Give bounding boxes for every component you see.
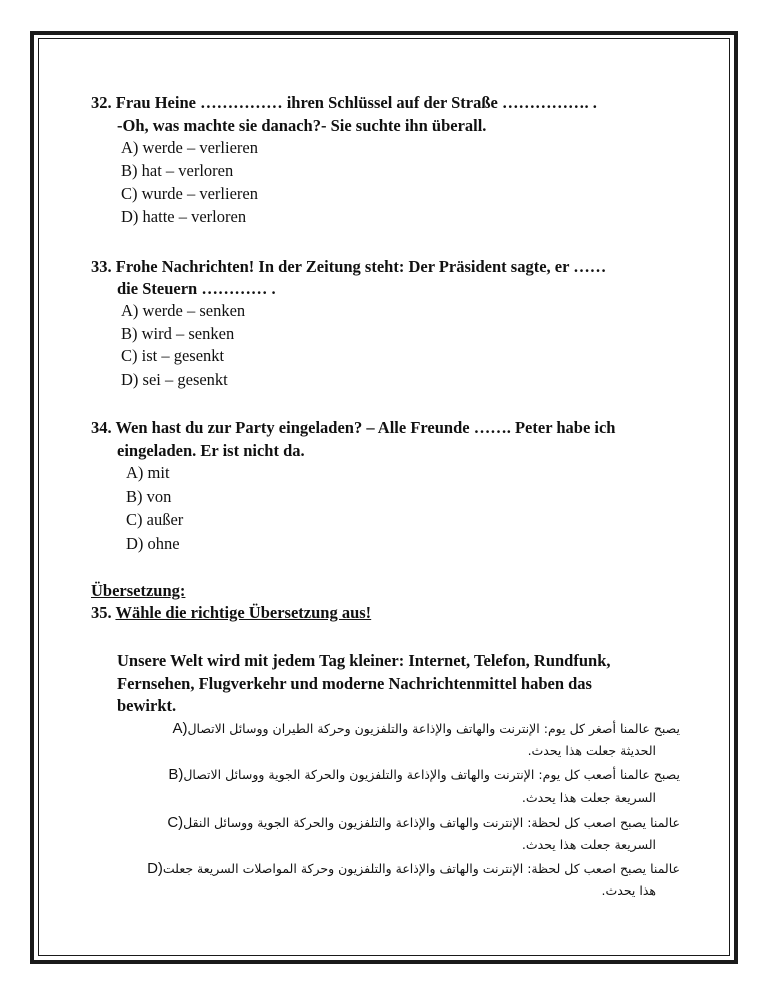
q34-stem-continued: eingeladen. Er ist nicht da. — [117, 441, 305, 460]
q33-option-c: C) ist – gesenkt — [121, 346, 225, 365]
q32-option-a: A) werde – verlieren — [121, 138, 258, 157]
q35-option-b-line-2: السريعة جعلت هذا يحدث. — [521, 790, 656, 805]
q35-option-d-line-2: هذا يحدث. — [601, 883, 656, 898]
q35-option-c — [167, 812, 680, 834]
q35-option-d — [147, 858, 680, 880]
section-heading: Übersetzung: — [91, 581, 186, 600]
q35-option-d-line-1: عالمنا يصبح اصعب كل لحظة: الإنترنت والهاتف والإذاعة والتلفزيون وحركة المواصلات السريعة جعلت — [162, 861, 680, 876]
q32-option-d: D) hatte – verloren — [121, 207, 247, 226]
q35-passage-line-2: Fernsehen, Flugverkehr und moderne Nachrichtenmittel haben das — [117, 674, 592, 693]
q32-stem: 32. Frau Heine …………… ihren Schlüssel auf der Straße ……………. . — [91, 93, 597, 112]
q35-passage-line-3: bewirkt. — [117, 696, 177, 715]
q35-number: 35. — [91, 603, 112, 622]
q35-option-b — [168, 764, 680, 786]
q35-option-a-line-1: يصبح عالمنا أصغر كل يوم: الإنترنت والهاتف والإذاعة والتلفزيون وحركة الطيران ووسائل الاتصال — [187, 721, 680, 736]
q35-heading — [91, 602, 371, 624]
q35-option-c-line-2: السريعة جعلت هذا يحدث. — [521, 837, 656, 852]
q35-option-b-label: B) — [168, 766, 184, 783]
q33-option-b: B) wird – senken — [121, 324, 235, 343]
q35-option-c-label: C) — [167, 814, 184, 831]
q33-stem-continued: die Steuern ………… . — [117, 279, 276, 298]
q34-stem: 34. Wen hast du zur Party eingeladen? – Alle Freunde ……. Peter habe ich — [91, 418, 616, 437]
q35-option-a-label: A) — [172, 720, 188, 737]
q33-option-d: D) sei – gesenkt — [121, 370, 228, 389]
q35-option-a — [172, 718, 680, 740]
q32-stem-continued: -Oh, was machte sie danach?- Sie suchte ihn überall. — [117, 116, 487, 135]
q33-option-a: A) werde – senken — [121, 301, 246, 320]
q34-option-b: B) von — [126, 487, 172, 506]
q35-option-b-line-1: يصبح عالمنا أصعب كل يوم: الإنترنت والهاتف والإذاعة والتلفزيون والحركة الجوية ووسائل الاتصال — [183, 767, 680, 782]
q34-option-d: D) ohne — [126, 534, 180, 553]
q32-option-b: B) hat – verloren — [121, 161, 234, 180]
q34-option-c: C) außer — [126, 510, 184, 529]
q35-option-c-line-1: عالمنا يصبح اصعب كل لحظة: الإنترنت والهاتف والإذاعة والتلفزيون والحركة الجوية ووسائل النقل — [183, 815, 680, 830]
q35-passage-line-1: Unsere Welt wird mit jedem Tag kleiner: Internet, Telefon, Rundfunk, — [117, 651, 611, 670]
q33-stem: 33. Frohe Nachrichten! In der Zeitung steht: Der Präsident sagte, er …… — [91, 257, 607, 276]
q34-option-a: A) mit — [126, 463, 170, 482]
q32-option-c: C) wurde – verlieren — [121, 184, 258, 203]
q35-option-d-label: D) — [147, 860, 163, 877]
q35-option-a-line-2: الحديثة جعلت هذا يحدث. — [527, 743, 656, 758]
q35-instruction: Wähle die richtige Übersetzung aus! — [115, 603, 372, 622]
